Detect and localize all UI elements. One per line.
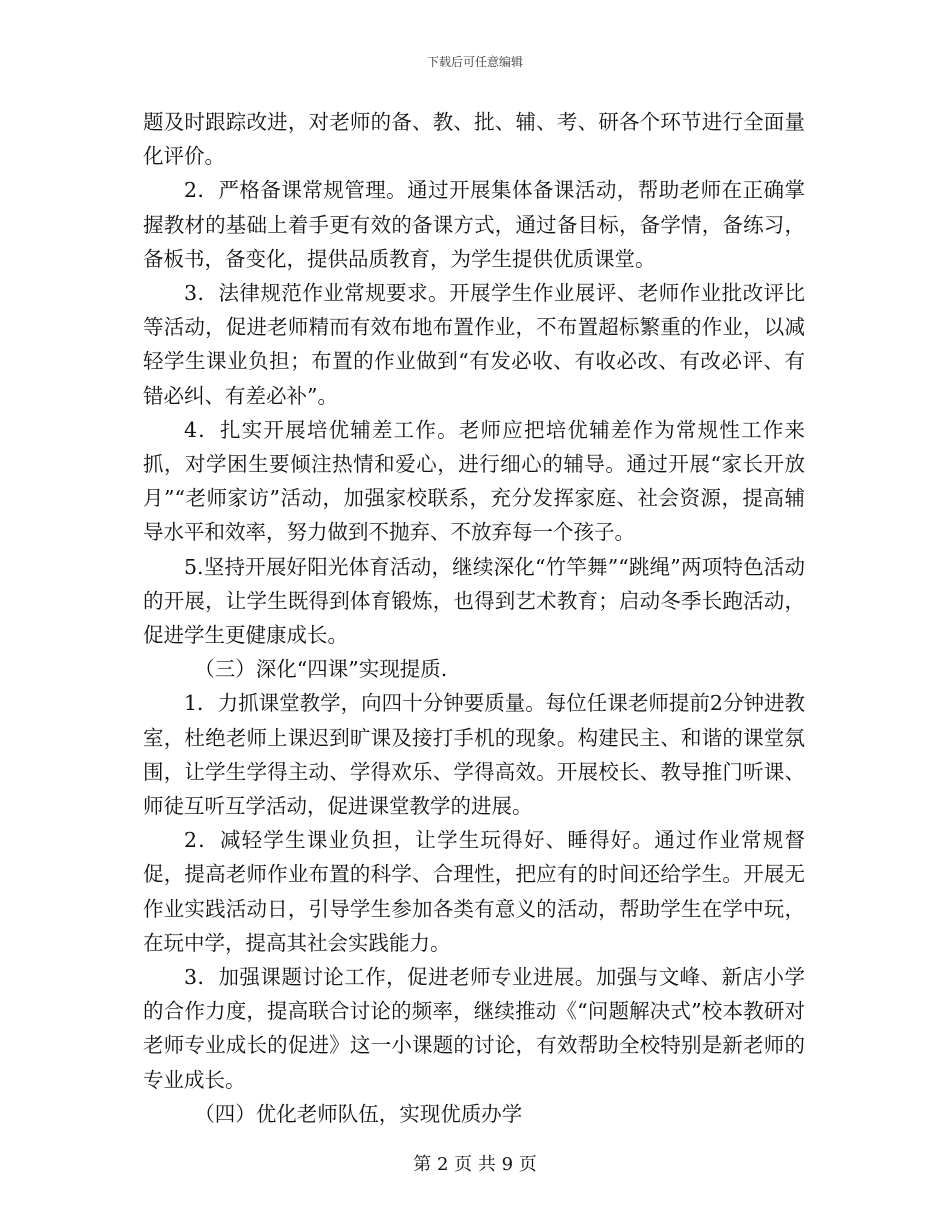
paragraph: 题及时跟踪改进，对老师的备、教、批、辅、考、研各个环节进行全面量化评价。	[143, 110, 805, 169]
paragraph: 2．减轻学生课业负担，让学生玩得好、睡得好。通过作业常规督促，提高老师作业布置的科学、合理性，把应有的时间还给学生。开展无作业实践活动日，引导学生参加各类有意义的活动，帮助学生在学中玩，在玩中学，提高其社会实践能力。	[143, 828, 805, 955]
page-header: 下载后可任意编辑	[426, 55, 523, 69]
paragraph: 3．加强课题讨论工作，促进老师专业进展。加强与文峰、新店小学的合作力度，提高联合讨论的频率，继续推动《“问题解决式”校本教研对老师专业成长的促进》这一小课题的讨论，有效帮助全校特别是新老师的专业成长。	[143, 965, 805, 1092]
paragraph: 3．法律规范作业常规要求。开展学生作业展评、老师作业批改评比等活动，促进老师精而有效布地布置作业，不布置超标繁重的作业，以减轻学生课业负担；布置的作业做到“有发必收、有收必改、有改必评、有错必纠、有差必补”。	[143, 281, 805, 408]
paragraph: 4．扎实开展培优辅差工作。老师应把培优辅差作为常规性工作来抓，对学困生要倾注热情和爱心，进行细心的辅导。通过开展“家长开放月”“老师家访”活动，加强家校联系，充分发挥家庭、社会资源，提高辅导水平和效率，努力做到不抛弃、不放弃每一个孩子。	[143, 417, 805, 545]
page-footer: 第 2 页 共 9 页	[413, 1154, 537, 1175]
section-heading: （四）优化老师队伍，实现优质办学	[194, 1101, 523, 1126]
section-heading: （三）深化“四课”实现提质.	[194, 657, 448, 682]
paragraph: 2．严格备课常规管理。通过开展集体备课活动，帮助老师在正确掌握教材的基础上着手更有效的备课方式，通过备目标，备学情，备练习，备板书，备变化，提供品质教育，为学生提供优质课堂。	[143, 178, 805, 271]
paragraph: 1．力抓课堂教学，向四十分钟要质量。每位任课老师提前2分钟进教室，杜绝老师上课迟到旷课及接打手机的现象。构建民主、和谐的课堂氛围，让学生学得主动、学得欢乐、学得高效。开展校长、教导推门听课、师徒互听互学活动，促进课堂教学的进展。	[143, 691, 805, 819]
paragraph: 5.坚持开展好阳光体育活动，继续深化“竹竿舞”“跳绳”两项特色活动的开展，让学生既得到体育锻炼，也得到艺术教育；启动冬季长跑活动，促进学生更健康成长。	[143, 554, 805, 648]
document-body	[143, 105, 805, 1131]
